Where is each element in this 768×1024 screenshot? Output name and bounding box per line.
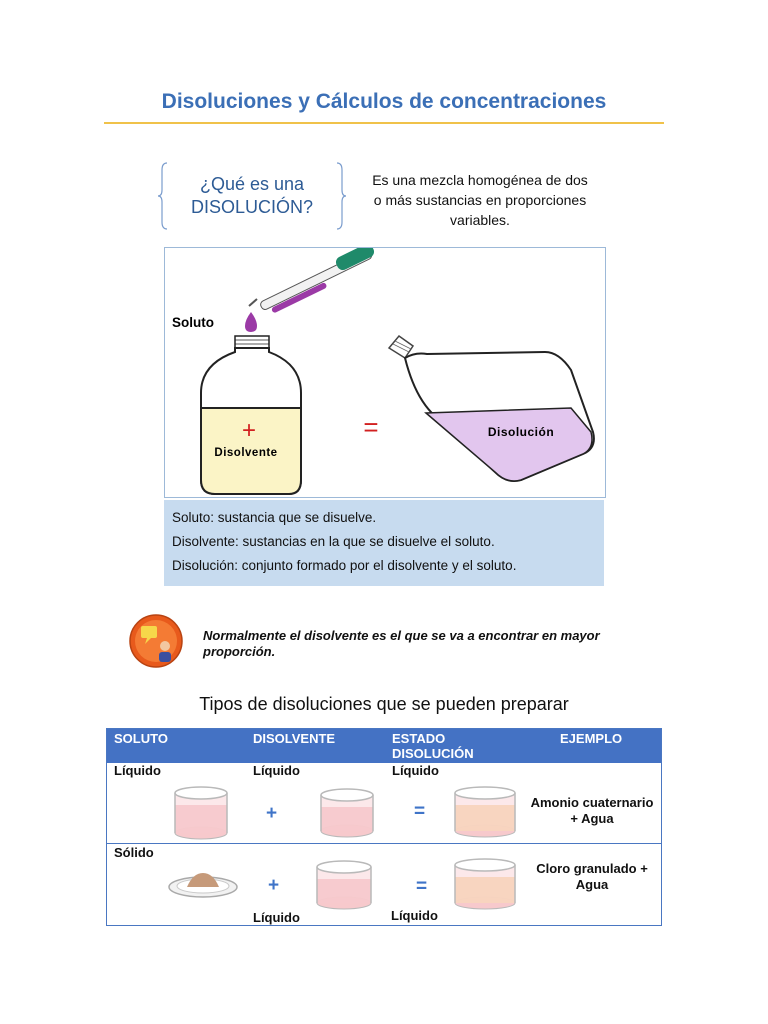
equals-sign: = [414,801,426,822]
dropper-icon [249,248,376,314]
definition-disolvente: Disolvente: sustancias en la que se disuelve el soluto. [172,534,495,549]
cell-estado: Líquido [392,763,439,778]
definitions-box [164,500,604,586]
glass-icon [453,783,517,839]
cell-estado: Líquido [391,908,438,923]
header-ejemplo: EJEMPLO [560,731,623,746]
glass-icon [319,785,375,839]
left-brace-icon [158,162,168,230]
plus-sign: + [241,417,257,444]
glass-icon [315,857,373,911]
table-header [107,729,661,763]
header-estado: ESTADO DISOLUCIÓN [392,731,474,761]
cell-soluto: Líquido [114,763,161,778]
flask-icon [389,336,594,481]
plus-sign: + [268,875,280,896]
solvent-label: Disolvente [214,447,278,459]
plus-sign: + [266,803,278,824]
solute-label: Soluto [172,315,214,330]
cell-ejemplo: Cloro granulado + Agua [536,861,648,892]
solution-types-table [106,728,662,926]
cell-ejemplo: Amonio cuaternario + Agua [530,795,654,826]
definition-disolucion: Disolución: conjunto formado por el disolvente y el soluto. [172,558,517,573]
solute-drop-icon [245,312,257,332]
title-underline [104,122,664,124]
bottle-icon [201,336,301,494]
row-divider [107,843,661,844]
glass-icon [173,783,229,841]
equals-sign: = [363,412,379,442]
header-soluto: SOLUTO [114,731,168,746]
dissolution-illustration [164,247,606,498]
salt-plate-icon [167,867,239,899]
definition-text: Es una mezcla homogénea de dos o más sustancias en proporciones variables. [372,172,588,228]
definition-soluto: Soluto: sustancia que se disuelve. [172,510,377,525]
cell-soluto: Sólido [114,845,154,860]
header-disolvente: DISOLVENTE [253,731,336,746]
page-title: Disoluciones y Cálculos de concentraciones [161,90,607,113]
note-text: Normalmente el disolvente es el que se va a encontrar en mayor proporción. [203,628,600,659]
cell-disolvente: Líquido [253,910,300,925]
question-box [158,162,346,230]
glass-icon [453,855,517,911]
equals-sign: = [416,876,428,897]
cell-disolvente: Líquido [253,763,300,778]
person-idea-icon [129,614,183,668]
question-text: ¿Qué es una DISOLUCIÓN? [190,174,314,217]
solution-label: Disolución [487,425,555,439]
table-title: Tipos de disoluciones que se pueden preparar [199,694,569,714]
right-brace-icon [336,162,346,230]
